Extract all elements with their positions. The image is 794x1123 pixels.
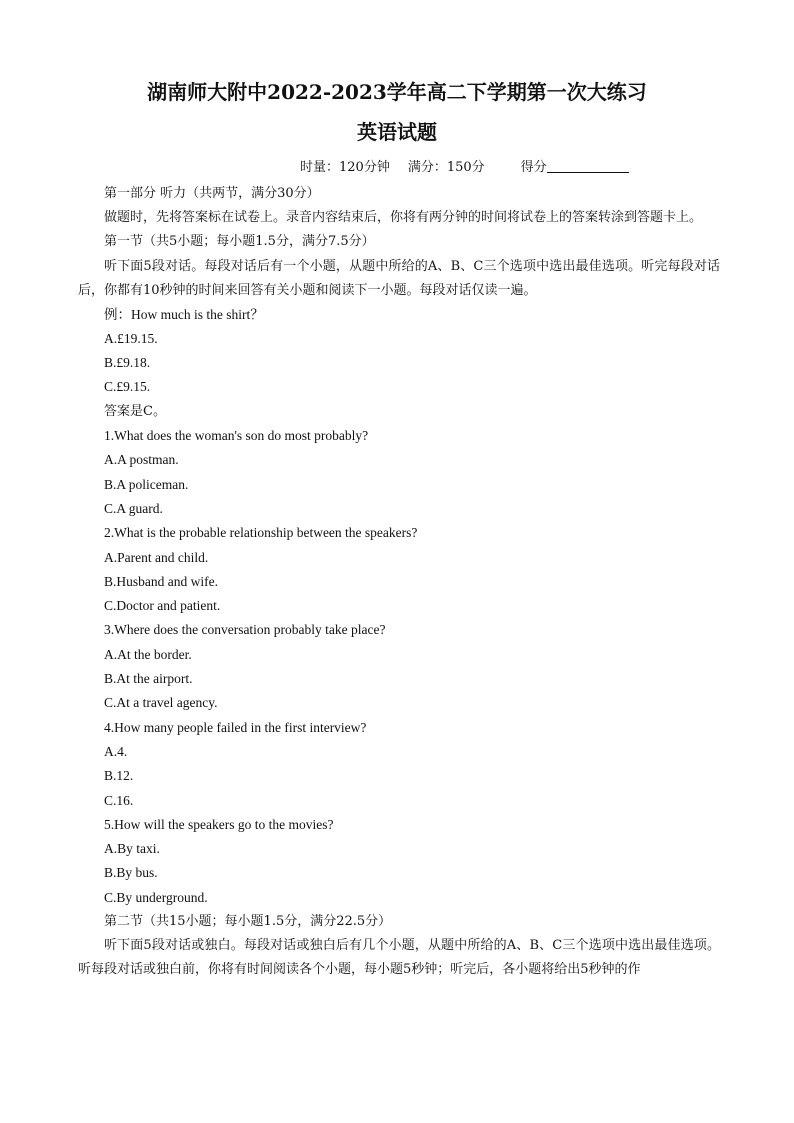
answer-option: B.12.	[104, 768, 134, 784]
answer-option: C.16.	[104, 792, 134, 808]
answer-option: B.A policeman.	[104, 476, 189, 492]
answer-option: B.Husband and wife.	[104, 573, 218, 589]
answer-option: C.By underground.	[104, 889, 208, 905]
example-option: A.£19.15.	[104, 330, 158, 346]
section1-instructions: 听下面5段对话。每段对话后有一个小题，从题中所给的A、B、C三个选项中选出最佳选项。听完每段对话后，你都有10秒钟的时间来回答有关小题和阅读下一小题。每段对话仅读一遍。	[78, 258, 720, 298]
example-option: C.£9.15.	[104, 379, 151, 395]
section1-heading: 第一节（共5小题；每小题1.5分，满分7.5分）	[104, 234, 375, 250]
exam-subtitle: 英语试题	[357, 120, 437, 144]
exam-body	[78, 182, 720, 982]
example-answer: 答案是C。	[104, 403, 166, 419]
section2-instructions: 听下面5段对话或独白。每段对话或独白后有几个小题，从题中所给的A、B、C三个选项中选出最佳选项。听每段对话或独白前，你将有时间阅读各个小题，每小题5秒钟；听完后，各小题将给出5秒钟的作	[78, 938, 720, 978]
answer-option: A.Parent and child.	[104, 549, 209, 565]
part1-heading: 第一部分 听力（共两节，满分30分）	[104, 186, 320, 201]
answer-option: A.By taxi.	[104, 841, 160, 857]
points-blank-line	[547, 158, 629, 173]
example-option: B.£9.18.	[104, 355, 151, 371]
score-label: 满分：150分	[407, 160, 485, 175]
answer-option: B.By bus.	[104, 865, 158, 881]
example-question: 例：How much is the shirt？	[104, 306, 264, 322]
section2-heading: 第二节（共15小题；每小题1.5分，满分22.5分）	[104, 914, 392, 930]
part1-instructions: 做题时，先将答案标在试卷上。录音内容结束后，你将有两分钟的时间将试卷上的答案转涂到答题卡上。	[104, 210, 703, 226]
time-label: 时量：120分钟	[300, 160, 390, 175]
answer-option: A.A postman.	[104, 452, 179, 468]
answer-option: C.At a travel agency.	[104, 695, 218, 711]
answer-option: B.At the airport.	[104, 671, 193, 687]
exam-title: 湖南师大附中2022-2023学年高二下学期第一次大练习	[147, 80, 647, 104]
points-label: 得分	[520, 160, 547, 175]
answer-option: A.At the border.	[104, 646, 192, 662]
question-text: 4.How many people failed in the first interview?	[104, 719, 367, 735]
answer-option: C.Doctor and patient.	[104, 598, 221, 614]
question-text: 1.What does the woman's son do most probably?	[104, 428, 369, 444]
question-text: 5.How will the speakers go to the movies?	[104, 816, 334, 832]
exam-meta	[300, 158, 629, 178]
answer-option: A.4.	[104, 743, 128, 759]
answer-option: C.A guard.	[104, 500, 163, 516]
question-text: 2.What is the probable relationship between the speakers?	[104, 525, 418, 541]
question-text: 3.Where does the conversation probably take place?	[104, 622, 386, 638]
